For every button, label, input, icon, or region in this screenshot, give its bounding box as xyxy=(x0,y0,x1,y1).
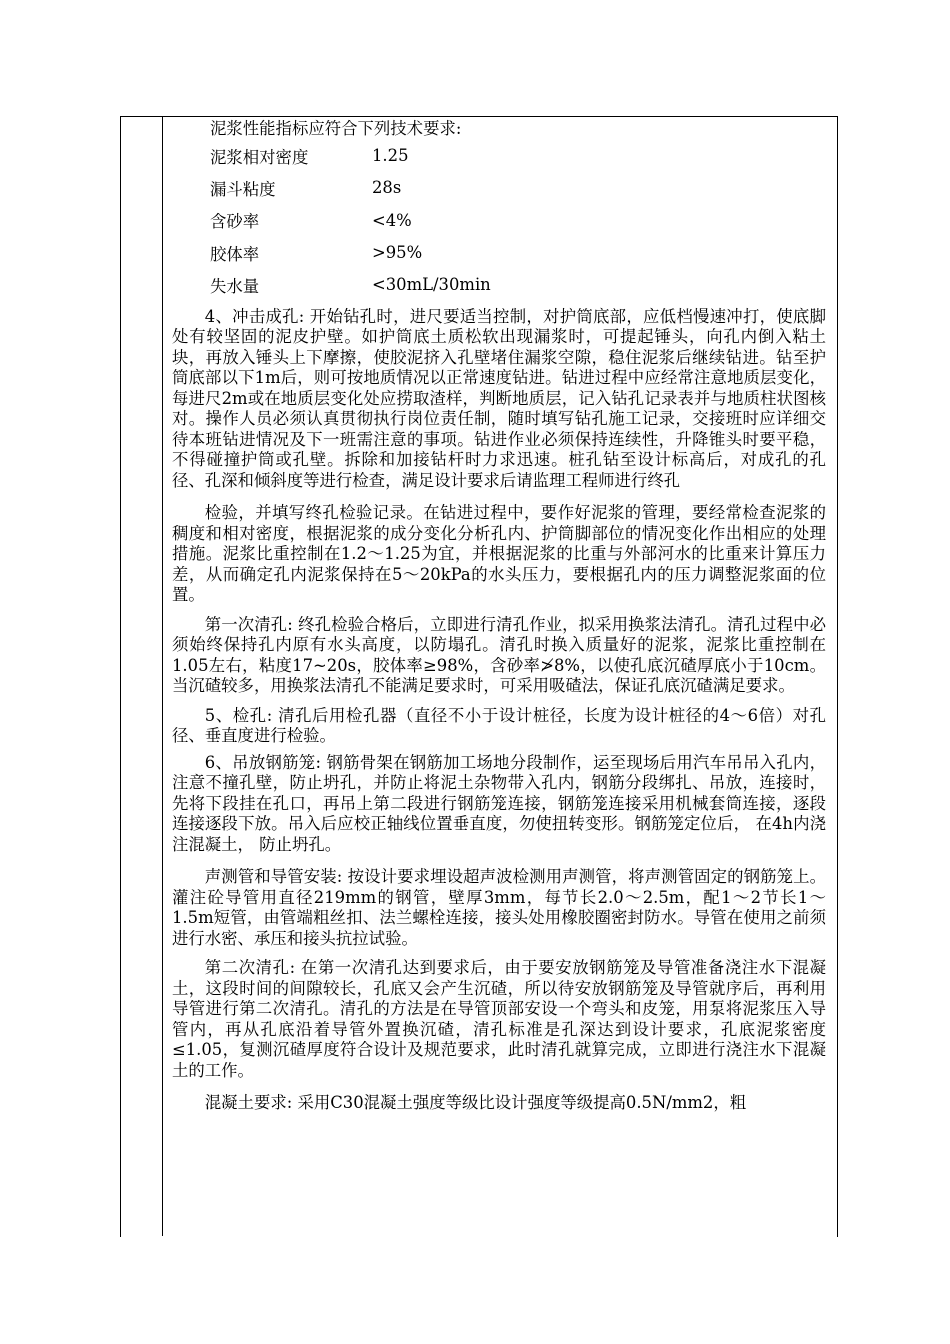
paragraph-rebar-cage-placement: 6、吊放钢筋笼: 钢筋骨架在钢筋加工场地分段制作，运至现场后用汽车吊吊入孔内，注意不撞孔壁，防止坍孔，并防止将泥土杂物带入孔内，钢筋分段绑扎、吊放，连接时，先将下段挂在孔口，再吊上第二段进行钢筋笼连接，钢筋笼连接采用机械套筒连接，逐段连接逐段下放。吊入后应校正轴线位置垂直度，勿使扭转变形。钢筋笼定位后， 在4h内浇注混凝土， 防止坍孔。 xyxy=(172,752,826,854)
paragraph-sonic-tube-installation: 声测管和导管安装: 按设计要求埋设超声波检测用声测管，将声测管固定的钢筋笼上。灌注砼导管用直径219mm的钢管，壁厚3mm，每节长2.0～2.5m，配1～2节长1～1.5m短管，由管端粗丝扣、法兰螺栓连接，接头处用橡胶圈密封防水。导管在使用之前须进行水密、承压和接头抗拉试验。 xyxy=(172,867,826,948)
mud-property-value: 1.25 xyxy=(372,146,409,166)
paragraph-concrete-requirements: 混凝土要求: 采用C30混凝土强度等级比设计强度等级提高0.5N/mm2，粗 xyxy=(204,1093,747,1113)
mud-property-name: 漏斗粘度 xyxy=(210,179,276,199)
mud-property-value: <30mL/30min xyxy=(372,275,491,295)
paragraph-first-hole-cleaning: 第一次清孔: 终孔检验合格后，立即进行清孔作业，拟采用换浆法清孔。清孔过程中必须始终保持孔内原有水头高度，以防塌孔。清孔时换入质量好的泥浆，泥浆比重控制在1.05左右，粘度17~20s，胶体率≥98%，含砂率≯8%，以使孔底沉碴厚底小于10cm。当沉碴较多，用换浆法清孔不能满足要求时，可采用吸碴法，保证孔底沉碴满足要求。 xyxy=(172,614,826,696)
mud-property-name: 失水量 xyxy=(210,276,260,296)
paragraph-hole-inspection: 5、检孔: 清孔后用检孔器（直径不小于设计桩径，长度为设计桩径的4～6倍）对孔径、垂直度进行检验。 xyxy=(172,705,826,746)
mud-property-row xyxy=(172,140,826,172)
mud-property-row xyxy=(172,236,826,268)
mud-property-name: 胶体率 xyxy=(210,244,260,264)
column-divider xyxy=(162,116,163,1236)
paragraph-second-hole-cleaning: 第二次清孔: 在第一次清孔达到要求后，由于要安放钢筋笼及导管准备浇注水下混凝土，这段时间的间隙较长，孔底又会产生沉碴，所以待安放钢筋笼及导管就序后，再利用导管进行第二次清孔。清孔的方法是在导管顶部安设一个弯头和皮笼，用泵将泥浆压入导管内，再从孔底沿着导管外置换沉碴，清孔标准是孔深达到设计要求，孔底泥浆密度≤1.05，复测沉碴厚度符合设计及规范要求，此时清孔就算完成，立即进行浇注水下混凝土的工作。 xyxy=(172,958,826,1080)
paragraph-final-hole-inspection: 检验，并填写终孔检验记录。在钻进过程中，要作好泥浆的管理，要经常检查泥浆的稠度和相对密度，根据泥浆的成分变化分析孔内、护筒脚部位的情况变化作出相应的处理措施。泥浆比重控制在1.2～1.25为宜，并根据泥浆的比重与外部河水的比重来计算压力差，从而确定孔内泥浆保持在5～20kPa的水头压力，要根据孔内的压力调整泥浆面的位置。 xyxy=(172,503,826,605)
mud-requirements-intro: 泥浆性能指标应符合下列技术要求: xyxy=(210,119,462,138)
mud-property-name: 泥浆相对密度 xyxy=(210,147,309,167)
mud-property-value: 28s xyxy=(372,178,402,198)
mud-property-row xyxy=(172,172,826,204)
mud-property-value: <4% xyxy=(372,210,412,230)
mud-property-name: 含砂率 xyxy=(210,212,260,232)
mud-property-row xyxy=(172,269,826,301)
paragraph-percussion-drilling: 4、冲击成孔: 开始钻孔时，进尺要适当控制，对护筒底部，应低档慢速冲打，使底脚处有较坚固的泥皮护壁。如护筒底土质松软出现漏浆时，可提起锤头，向孔内倒入粘土块，再放入锤头上下摩擦，使胶泥挤入孔壁堵住漏浆空隙，稳住泥浆后继续钻进。钻至护筒底部以下1m后，则可按地质情况以正常速度钻进。钻进过程中应经常注意地质层变化，每进尺2m或在地质层变化处应捞取渣样，判断地质层，记入钻孔记录表并与地质柱状图核对。操作人员必须认真贯彻执行岗位责任制，随时填写钻孔施工记录，交接班时应详细交待本班钻进情况及下一班需注意的事项。钻进作业必须保持连续性，升降锥头时要平稳，不得碰撞护筒或孔壁。拆除和加接钻杆时力求迅速。桩孔钻至设计标高后，对成孔的孔径、孔深和倾斜度等进行检查，满足设计要求后请监理工程师进行终孔 xyxy=(172,306,826,490)
mud-property-row xyxy=(172,204,826,236)
mud-property-value: >95% xyxy=(372,243,423,263)
content-cell xyxy=(172,116,826,1114)
